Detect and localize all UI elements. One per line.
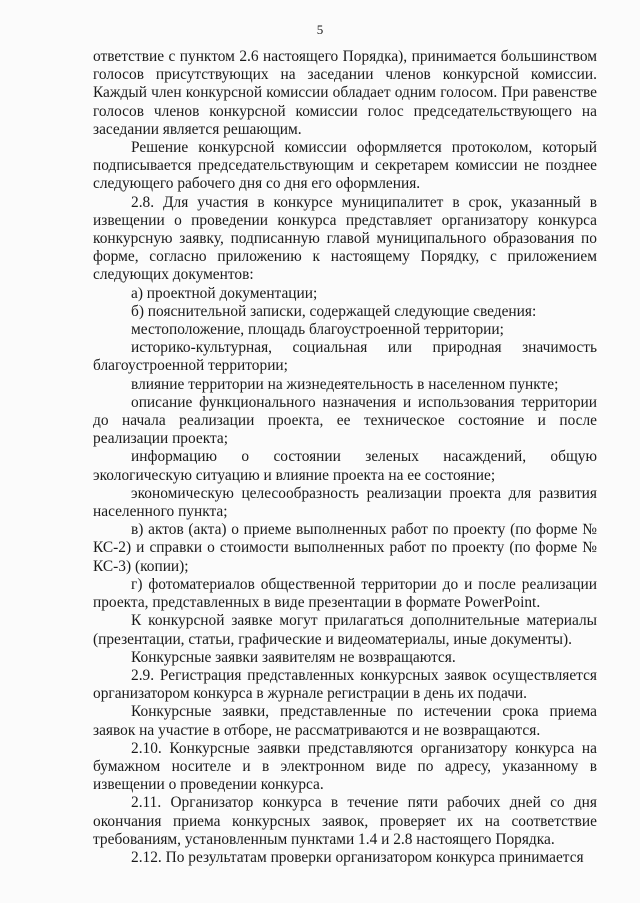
- paragraph-voting-rules: ответствие с пунктом 2.6 настоящего Порядка), принимается большинством голосов присутствующих на заседании членов конкурсной комиссии. Каждый член конкурсной комиссии обладает одним голосом. При равенстве голосов членов конкурсной комиссии голос председательствующего на заседании является решающим.: [93, 48, 597, 138]
- paragraph-protocol: Решение конкурсной комиссии оформляется протоколом, который подписывается председательствующим и секретарем комиссии не позднее следующего рабочего дня со дня его оформления.: [93, 139, 597, 193]
- list-item-economic: экономическую целесообразность реализации проекта для развития населенного пункта;: [93, 484, 597, 521]
- paragraph-2-8: 2.8. Для участия в конкурсе муниципалитет в срок, указанный в извещении о проведении конкурса представляет организатору конкурса конкурсную заявку, подписанную главой муниципального образования по форме, согласно приложению к настоящему Порядку, с приложением следующих документов:: [93, 193, 597, 284]
- paragraph-late-applications: Конкурсные заявки, представленные по истечении срока приема заявок на участие в отборе, не рассматриваются и не возвращаются.: [93, 703, 597, 739]
- paragraph-2-11: 2.11. Организатор конкурса в течение пяти рабочих дней со дня окончания приема конкурсных заявок, проверяет их на соответствие требованиям, установленным пунктами 1.4 и 2.8 настоящего Порядка.: [93, 794, 597, 848]
- list-item-location: местоположение, площадь благоустроенной территории;: [131, 321, 504, 339]
- list-item-green: информацию о состоянии зеленых насаждений, общую экологическую ситуацию и влияние проекта на ее состояние;: [93, 448, 597, 484]
- list-item-g: г) фотоматериалов общественной территории до и после реализации проекта, представленных в виде презентации в формате PowerPoint.: [93, 575, 597, 612]
- page-number: 5: [316, 22, 324, 37]
- list-item-v: в) актов (акта) о приеме выполненных работ по проекту (по форме № КС-2) и справки о стоимости выполненных работ по проекту (по форме № КС-3) (копии);: [93, 521, 597, 575]
- list-item-b: б) пояснительной записки, содержащей следующие сведения:: [131, 302, 537, 320]
- list-item-a: а) проектной документации;: [131, 284, 318, 302]
- document-body: [93, 48, 597, 867]
- paragraph-2-10: 2.10. Конкурсные заявки представляются организатору конкурса на бумажном носителе и в электронном виде по адресу, указанному в извещении о проведении конкурса.: [93, 739, 597, 794]
- paragraph-additional-materials: К конкурсной заявке могут прилагаться дополнительные материалы (презентации, статьи, графические и видеоматериалы, иные документы).: [93, 612, 597, 648]
- list-item-influence: влияние территории на жизнедеятельность в населенном пункте;: [131, 375, 559, 393]
- list-item-description: описание функционального назначения и использования территории до начала реализации проекта, ее техническое состояние и после реализации проекта;: [93, 393, 597, 448]
- paragraph-2-12: 2.12. По результатам проверки организатором конкурса принимается: [131, 848, 584, 866]
- list-item-significance: историко-культурная, социальная или природная значимость благоустроенной территории;: [93, 339, 597, 375]
- paragraph-2-9: 2.9. Регистрация представленных конкурсных заявок осуществляется организатором конкурса в журнале регистрации в день их подачи.: [93, 666, 597, 703]
- paragraph-not-returned: Конкурсные заявки заявителям не возвращаются.: [131, 648, 456, 666]
